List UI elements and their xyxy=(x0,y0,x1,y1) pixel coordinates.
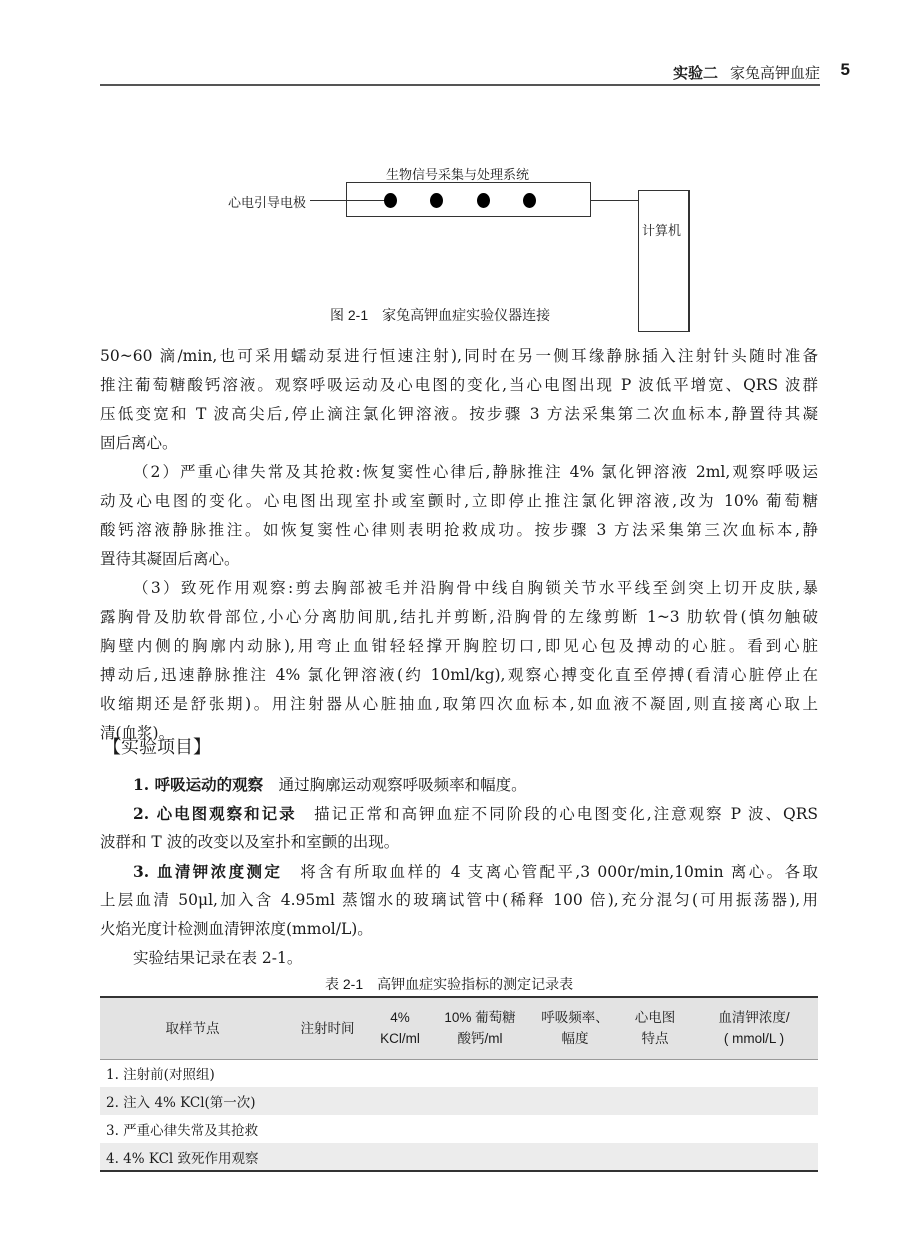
text-line: 上层血清 50μl,加入含 4.95ml 蒸馏水的玻璃试管中(稀释 100 倍),充分混匀(可用振荡器),用 xyxy=(100,891,818,909)
text-line: 动及心电图的变化。心电图出现室扑或室颤时,立即停止推注氯化钾溶液,改为 10% 葡萄糖 xyxy=(100,492,818,510)
electrode-label: 心电引导电极 xyxy=(228,196,307,211)
text-line: 波群和 T 波的改变以及室扑和室颤的出现。 xyxy=(100,833,400,851)
text-line: 实验结果记录在表 2-1。 xyxy=(133,949,303,967)
channel-dot xyxy=(523,193,536,208)
table-row xyxy=(100,1087,818,1115)
item-title: 1. 呼吸运动的观察 xyxy=(133,775,264,794)
text-line: 压低变宽和 T 波高尖后,停止滴注氯化钾溶液。按步骤 3 方法采集第二次血标本,静置待其凝 xyxy=(100,405,818,423)
channel-dot xyxy=(430,193,443,208)
text-line: （2）严重心律失常及其抢救:恢复窦性心律后,静脉推注 4% 氯化钾溶液 2ml,观察呼吸运 xyxy=(133,463,818,481)
text-line: 固后离心。 xyxy=(100,434,178,452)
text-line: 清(血浆)。 xyxy=(100,724,175,742)
record-table xyxy=(100,996,818,1172)
section-heading: 【实验项目】 xyxy=(103,737,211,757)
computer-label: 计算机 xyxy=(642,224,682,239)
text-line: （3）致死作用观察:剪去胸部被毛并沿胸骨中线自胸锁关节水平线至剑突上切开皮肤,暴 xyxy=(133,579,818,597)
text-line: 50~60 滴/min,也可采用蠕动泵进行恒速注射),同时在另一侧耳缘静脉插入注射针头随时准备 xyxy=(100,347,818,365)
text-line: 火焰光度计检测血清钾浓度(mmol/L)。 xyxy=(100,920,373,938)
body-text xyxy=(100,342,818,748)
computer-box xyxy=(638,190,690,332)
text-line: 将含有所取血样的 4 支离心管配平,3 000r/min,10min 离心。各取 xyxy=(300,863,818,881)
text-line: 露胸骨及肋软骨部位,小心分离肋间肌,结扎并剪断,沿胸骨的左缘剪断 1~3 肋软骨(慎勿触破 xyxy=(100,608,818,626)
system-label: 生物信号采集与处理系统 xyxy=(386,168,530,183)
text-line: 推注葡萄糖酸钙溶液。观察呼吸运动及心电图的变化,当心电图出现 P 波低平增宽、QRS 波群 xyxy=(100,376,818,394)
row-label: 2. 注入 4% KCl(第一次) xyxy=(106,1095,256,1111)
figure-caption: 图 2-1 家兔高钾血症实验仪器连接 xyxy=(330,307,551,323)
text-line: 酸钙溶液静脉推注。如恢复窦性心律则表明抢救成功。按步骤 3 方法采集第三次血标本,静 xyxy=(100,521,818,539)
text-line: 通过胸廓运动观察呼吸频率和幅度。 xyxy=(278,776,527,794)
col-header: 注射时间 xyxy=(285,997,370,1059)
item-title: 2. 心电图观察和记录 xyxy=(133,804,297,823)
text-line: 搏动后,迅速静脉推注 4% 氯化钾溶液(约 10ml/kg),观察心搏变化直至停搏(看清心脏停止在 xyxy=(100,666,818,684)
col-header: 4% KCl/ml xyxy=(370,997,430,1059)
col-header: 血清钾浓度/ ( mmol/L ) xyxy=(690,997,818,1059)
text-line: 描记正常和高钾血症不同阶段的心电图变化,注意观察 P 波、QRS xyxy=(314,805,818,823)
table-row xyxy=(100,1059,818,1087)
col-header: 10% 葡萄糖 酸钙/ml xyxy=(430,997,530,1059)
row-label: 1. 注射前(对照组) xyxy=(106,1067,215,1084)
row-label: 3. 严重心律失常及其抢救 xyxy=(106,1123,259,1139)
table-caption: 表 2-1 高钾血症实验指标的测定记录表 xyxy=(325,976,574,992)
page-number: 5 xyxy=(840,60,850,79)
col-header: 心电图 特点 xyxy=(620,997,690,1059)
col-header: 取样节点 xyxy=(100,997,285,1059)
text-line: 胸壁内侧的胸廓内动脉),用弯止血钳轻轻撑开胸腔切口,即见心包及搏动的心脏。看到心脏 xyxy=(100,637,818,655)
text-line: 收缩期还是舒张期)。用注射器从心脏抽血,取第四次血标本,如血液不凝固,则直接离心取上 xyxy=(100,695,818,713)
channel-dot xyxy=(477,193,490,208)
col-header: 呼吸频率、 幅度 xyxy=(530,997,620,1059)
system-box xyxy=(346,182,591,217)
text-line: 置待其凝固后离心。 xyxy=(100,550,240,568)
table-row xyxy=(100,1115,818,1143)
chapter-title: 家兔高钾血症 xyxy=(729,65,820,82)
item-title: 3. 血清钾浓度测定 xyxy=(133,862,283,881)
table-row xyxy=(100,1143,818,1171)
experiment-items xyxy=(100,770,818,973)
row-label: 4. 4% KCl 致死作用观察 xyxy=(106,1150,259,1167)
channel-dot xyxy=(384,193,397,208)
running-header xyxy=(100,62,820,86)
chapter-label: 实验二 xyxy=(672,65,718,82)
